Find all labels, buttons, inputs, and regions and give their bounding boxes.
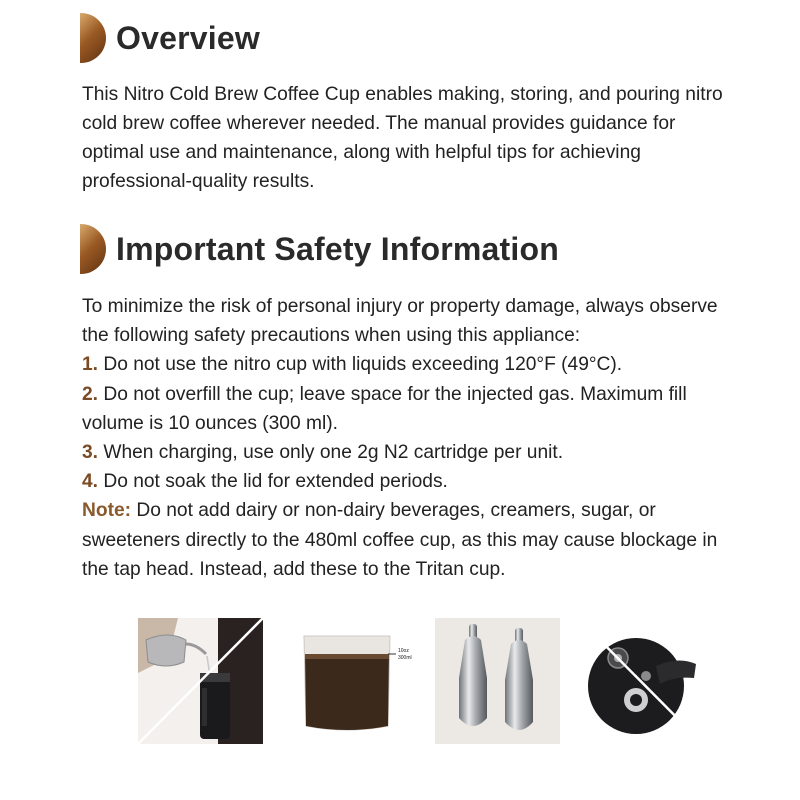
safety-title: Important Safety Information	[116, 230, 559, 267]
safety-content	[82, 292, 742, 584]
safety-item	[82, 438, 742, 467]
item-text: Do not overfill the cup; leave space for the injected gas. Maximum fill volume is 10 ounces (300 ml).	[82, 383, 687, 434]
section-marker-icon	[80, 13, 106, 63]
section-marker-icon	[80, 224, 106, 274]
item-text: When charging, use only one 2g N2 cartridge per unit.	[98, 442, 564, 464]
overview-heading	[80, 13, 260, 63]
safety-item	[82, 350, 742, 379]
photo-lid-warning	[578, 618, 703, 744]
note-text: Do not add dairy or non-dairy beverages, creamers, sugar, or sweeteners directly to the 480ml coffee cup, as this may cause blockage in the tap head. Instead, add these to the Tritan cup.	[82, 500, 718, 580]
item-number: 3.	[82, 442, 99, 464]
photo-hot-pour-warning	[138, 618, 263, 744]
overview-paragraph: This Nitro Cold Brew Coffee Cup enables making, storing, and pouring nitro cold brew coffee wherever needed. The manual provides guidance for optimal use and maintenance, along with helpful tips for achieving professional-quality results.	[82, 84, 723, 192]
photo-n2-cartridges	[435, 618, 560, 744]
item-text: Do not use the nitro cup with liquids exceeding 120°F (49°C).	[98, 354, 623, 376]
safety-note	[82, 496, 742, 584]
safety-item	[82, 467, 742, 496]
item-number: 2.	[82, 383, 99, 405]
safety-heading	[80, 224, 559, 274]
item-number: 4.	[82, 471, 99, 493]
note-label: Note:	[82, 500, 132, 522]
fill-mark-label: 10oz	[398, 648, 409, 654]
item-number: 1.	[82, 354, 99, 376]
safety-intro: To minimize the risk of personal injury or property damage, always observe the following safety precautions when using this appliance:	[82, 296, 718, 347]
overview-title: Overview	[116, 19, 260, 56]
item-text: Do not soak the lid for extended periods.	[98, 471, 448, 493]
photo-fill-line	[294, 618, 419, 744]
fill-mark-label: 300ml	[398, 655, 412, 661]
safety-item	[82, 380, 742, 438]
